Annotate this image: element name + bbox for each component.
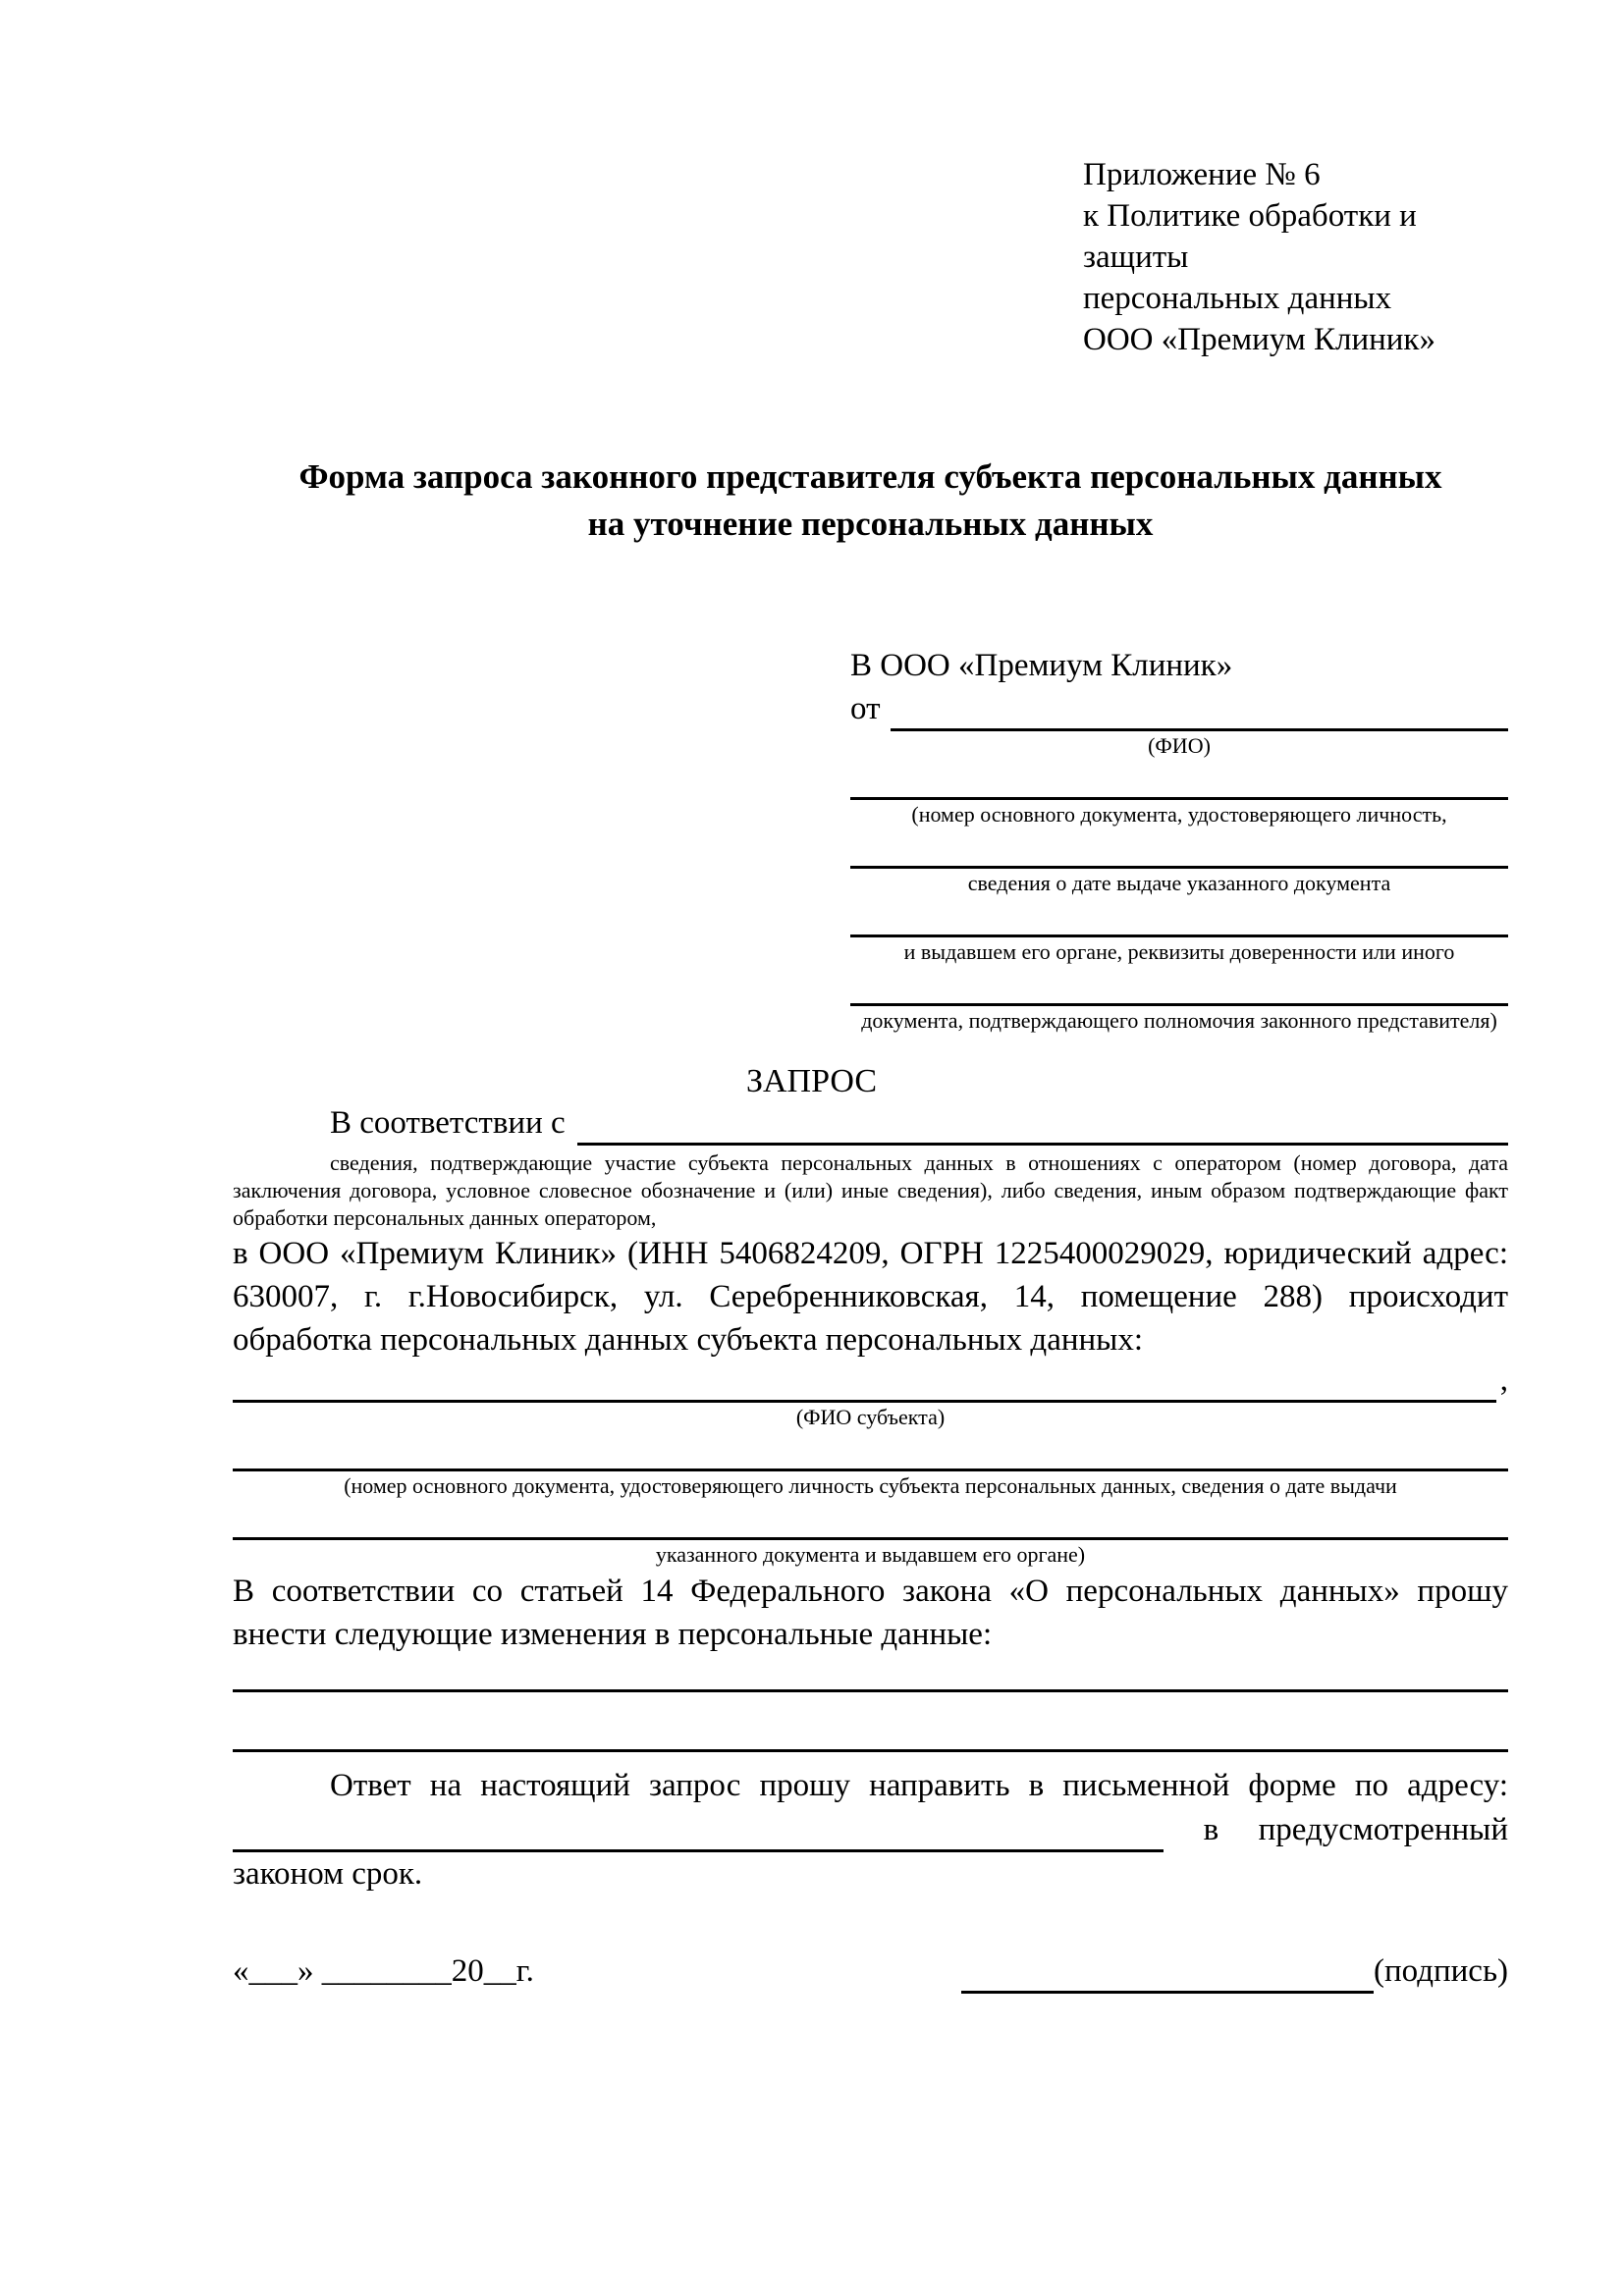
addressee-from-row [850,688,1508,731]
fio-caption: (ФИО) [1148,733,1211,758]
answer-word-predusmotrenny: предусмотренный [1258,1812,1508,1847]
appendix-line-2: к Политике обработки и защиты [1083,198,1417,275]
subject-doc-caption-1: (номер основного документа, удостоверяющего личность субъекта персональных данных, сведения о дате выдачи [344,1473,1397,1498]
subject-fio-blank-line [233,1359,1496,1403]
blank-line [233,1501,1508,1540]
from-label: от [850,691,881,726]
intro-label: В соответствии с [330,1105,566,1141]
date-blank: «___» ________20__г. [233,1953,534,1989]
answer-word-v: в [1203,1812,1219,1847]
answer-paragraph-end: законом срок. [233,1856,423,1892]
subject-doc-caption-2: указанного документа и выдавшем его органе) [655,1542,1086,1567]
caption-doc-powers: документа, подтверждающего полномочия законного представителя) [861,1008,1497,1033]
blank-line [233,1692,1508,1752]
subject-fio-row [233,1362,1508,1403]
request-heading: ЗАПРОС [745,1063,878,1099]
caption-doc-authority: и выдавшем его органе, реквизиты доверенности или иного [903,939,1455,964]
appendix-header [1083,154,1508,360]
blank-line [233,1432,1508,1471]
subject-fio-caption: (ФИО субъекта) [795,1405,946,1429]
document-title [233,454,1508,548]
blank-line [233,1670,1508,1692]
blank-line [850,829,1508,869]
trailing-comma: , [1499,1362,1508,1398]
from-blank-line [891,685,1509,731]
blank-line [850,761,1508,800]
title-line-2: на уточнение персональных данных [587,505,1154,543]
signature-group [961,1949,1508,1994]
intro-blank-line [577,1101,1508,1146]
appendix-line-4: ООО «Премиум Клиник» [1083,322,1435,357]
caption-doc-issue-date: сведения о дате выдаче указанного документа [967,871,1391,895]
blank-line [850,967,1508,1006]
title-line-1: Форма запроса законного представителя субъекта персональных данных [298,457,1442,496]
article-paragraph: В соответствии со статьей 14 Федерального закона «О персональных данных» прошу внести следующие изменения в персональные данные: [233,1574,1508,1652]
appendix-line-3: персональных данных [1083,281,1392,316]
operator-paragraph: в ООО «Премиум Клиник» (ИНН 5406824209, ОГРН 1225400029029, юридический адрес: 630007, г. г.Новосибирск, ул. Серебренниковская, 14, помещение 288) происходит обработка персональных данных субъекта персональных данных: [233,1236,1508,1358]
addressee-to: В ООО «Премиум Клиник» [850,648,1233,683]
answer-address-row [233,1807,1508,1852]
blank-line [850,898,1508,937]
footnote-text: сведения, подтверждающие участие субъекта персональных данных в отношениях с оператором (номер договора, дата заключения договора, условное словесное обозначение и (или) иные сведения), либо сведения, иным образом подтверждающие факт обработки персональных данных оператором, [233,1150,1508,1230]
date-signature-row [233,1949,1508,1994]
intro-row [233,1104,1508,1146]
appendix-line-1: Приложение № 6 [1083,157,1321,192]
signature-caption: (подпись) [1374,1953,1508,1989]
addressee-block [850,644,1508,1036]
caption-doc-number: (номер основного документа, удостоверяющего личность, [911,802,1447,827]
answer-paragraph-start: Ответ на настоящий запрос прошу направить в письменной форме по адресу: [330,1768,1508,1803]
address-blank-line [233,1804,1164,1852]
signature-blank-line [961,1951,1374,1994]
